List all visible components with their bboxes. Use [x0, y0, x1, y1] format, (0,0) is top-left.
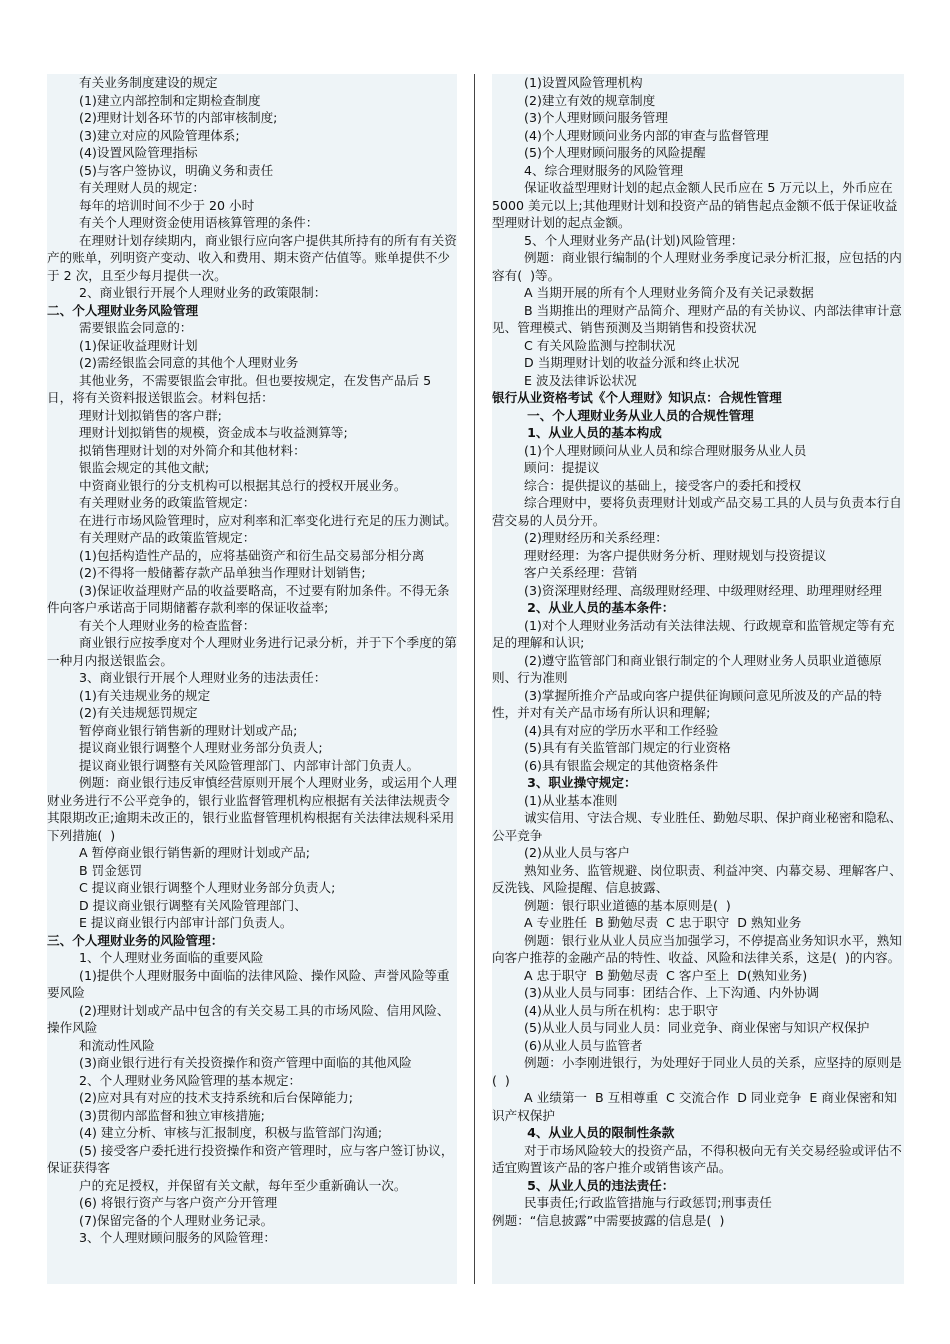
text-line: 民事责任;行政监管措施与行政惩罚;刑事责任 [492, 1195, 772, 1210]
text-line: (7)保留完备的个人理财业务记录。 [47, 1212, 274, 1228]
column-divider [474, 74, 475, 1284]
text-line: 有关理财业务的政策监管规定： [47, 495, 256, 510]
text-line: 暂停商业银行销售新的理财计划或产品; [47, 722, 298, 738]
text-line: 商业银行应按季度对个人理财业务进行记录分析，并于下个季度的第一种月内报送银监会。 [47, 635, 457, 668]
text-line: (5)具有有关监管部门规定的行业资格 [492, 740, 731, 755]
text-line: A 当期开展的所有个人理财业务简介及有关记录数据 [492, 285, 814, 300]
text-line: A 专业胜任 B 勤勉尽责 C 忠于职守 D 熟知业务 [492, 915, 802, 930]
right-column [492, 74, 904, 1284]
text-line: (4)具有对应的学历水平和工作经验 [492, 722, 719, 738]
text-line: 例题：商业银行违反审慎经营原则开展个人理财业务，或运用个人理财业务进行不公平竞争的，银行业监督管理机构应根据有关法律法规责令其限期改正;逾期未改正的，银行业监督管理机构根据有关法律法规科采用下列措施( ) [47, 775, 457, 843]
text-line: 理财计划拟销售的规模，资金成本与收益测算等; [47, 425, 348, 440]
text-line: 户的充足授权，并保留有关文献，每年至少重新确认一次。 [47, 1177, 407, 1193]
text-line: (1)提供个人理财服务中面临的法律风险、操作风险、声誉风险等重要风险 [47, 967, 450, 1000]
text-line: (2)需经银监会同意的其他个人理财业务 [47, 355, 299, 370]
text-line: E 波及法律诉讼状况 [492, 372, 637, 388]
text-line: (3)建立对应的风险管理体系; [47, 127, 240, 143]
text-line: 有关个人理财业务的检查监督： [47, 617, 256, 633]
text-line: B 当期推出的理财产品简介、理财产品的有关协议、内部法律审计意见、管理模式、销售预测及当期销售和投资状况 [492, 302, 902, 335]
text-line: (5)个人理财顾问服务的风险提醒 [492, 145, 706, 160]
text-line: (5) 接受客户委托进行投资操作和资产管理时，应与客户签订协议，保证获得客 [47, 1142, 454, 1175]
text-line: C 提议商业银行调整个人理财业务部分负责人; [47, 880, 336, 895]
text-line: (6)从业人员与监管者 [492, 1037, 643, 1053]
section-heading: 三、个人理财业务的风险管理： [47, 932, 224, 948]
text-line: (1)对个人理财业务活动有关法律法规、行政规章和监管规定等有充足的理解和认识; [492, 617, 895, 650]
text-line: (2)理财计划或产品中包含的有关交易工具的市场风险、信用风险、操作风险 [47, 1002, 450, 1035]
text-line: (1)有关违规业务的规定 [47, 687, 211, 703]
text-line: 对于市场风险较大的投资产品，不得积极向无有关交易经验或评估不适宜购置该产品的客户推介或销售该产品。 [492, 1142, 902, 1175]
text-line: (1)从业基本准则 [492, 792, 618, 808]
text-line: (2)建立有效的规章制度 [492, 92, 656, 108]
text-line: (2)理财计划各环节的内部审核制度; [47, 110, 278, 125]
section-heading: 3、职业操守规定： [492, 775, 637, 790]
text-line: 1、个人理财业务面临的重要风险 [47, 950, 264, 965]
text-line: 综合：提供提议的基础上，接受客户的委托和授权 [492, 477, 802, 493]
section-heading: 5、从业人员的违法责任： [492, 1177, 675, 1193]
text-line: (4)从业人员与所在机构：忠于职守 [492, 1002, 719, 1018]
text-line: (3)商业银行进行有关投资操作和资产管理中面临的其他风险 [47, 1055, 412, 1070]
text-line: 有关理财产品的政策监管规定： [47, 530, 256, 545]
text-line: 例题：小李刚进银行，为处理好于同业人员的关系，应坚持的原则是( ) [492, 1055, 902, 1088]
text-line: (2)不得将一般储蓄存款产品单独当作理财计划销售; [47, 565, 366, 580]
text-line: 拟销售理财计划的对外简介和其他材料： [47, 442, 306, 458]
text-line: (2)遵守监管部门和商业银行制定的个人理财业务人员职业道德原则、行为准则 [492, 652, 882, 685]
text-line: (6)具有银监会规定的其他资格条件 [492, 757, 719, 773]
text-line: 在进行市场风险管理时，应对利率和汇率变化进行充足的压力测试。 [47, 512, 457, 528]
section-heading: 一、个人理财业务从业人员的合规性管理 [492, 407, 754, 423]
text-line: (3)从业人员与同事：团结合作、上下沟通、内外协调 [492, 985, 819, 1000]
text-line: 中资商业银行的分支机构可以根据其总行的授权开展业务。 [47, 477, 407, 493]
text-line: 理财计划拟销售的客户群; [47, 407, 222, 423]
text-line: (2)从业人员与客户 [492, 845, 631, 860]
text-line: 熟知业务、监管规避、岗位职责、利益冲突、内幕交易、理解客户、反洗钱、风险提醒、信息披露、 [492, 862, 902, 895]
text-line: (6) 将银行资产与客户资产分开管理 [47, 1195, 278, 1210]
text-line: 银监会规定的其他文献; [47, 460, 210, 475]
text-line: 在理财计划存续期内，商业银行应向客户提供其所持有的所有有关资产的账单，列明资产变动、收入和费用、期末资产估值等。账单提供不少于 2 次，且至少每月提供一次。 [47, 232, 457, 283]
text-line: A 忠于职守 B 勤勉尽责 C 客户至上 D(熟知业务) [492, 967, 808, 983]
text-line: 2、个人理财业务风险管理的基本规定： [47, 1072, 302, 1088]
text-line: (3)贯彻内部监督和独立审核措施; [47, 1107, 265, 1123]
text-line: 保证收益型理财计划的起点金额人民币应在 5 万元以上，外币应在 5000 美元以上;其他理财计划和投资产品的销售起点金额不低于保证收益型理财计划的起点金额。 [492, 180, 898, 230]
text-line: 理财经理：为客户提供财务分析、理财规划与投资提议 [492, 547, 827, 563]
text-line: 3、个人理财顾问服务的风险管理： [47, 1230, 276, 1245]
text-line: 有关业务制度建设的规定 [47, 75, 218, 90]
text-line: 5、个人理财业务产品(计划)风险管理： [492, 232, 744, 248]
text-line: 3、商业银行开展个人理财业务的违法责任： [47, 670, 327, 685]
text-line: (1)设置风险管理机构 [492, 75, 643, 90]
text-line: 每年的培训时间不少于 20 小时 [47, 197, 255, 213]
text-line: 2、商业银行开展个人理财业务的政策限制： [47, 285, 327, 300]
text-line: (4)个人理财顾问业务内部的审查与监督管理 [492, 127, 769, 143]
text-line: A 暂停商业银行销售新的理财计划或产品; [47, 845, 310, 860]
left-column [47, 74, 457, 1284]
text-line: 例题：商业银行编制的个人理财业务季度记录分析汇报，应包括的内容有( )等。 [492, 250, 902, 283]
text-line: A 业绩第一 B 互相尊重 C 交流合作 D 同业竞争 E 商业保密和知识产权保护 [492, 1090, 897, 1123]
text-line: C 有关风险监测与控制状况 [492, 337, 676, 353]
text-line: D 提议商业银行调整有关风险管理部门、 [47, 897, 307, 913]
text-line: (1)个人理财顾问从业人员和综合理财服务从业人员 [492, 442, 807, 458]
text-line: (1)保证收益理财计划 [47, 337, 198, 353]
text-line: 有关个人理财资金使用语核算管理的条件： [47, 215, 319, 230]
text-line: (2)理财经历和关系经理： [492, 530, 668, 545]
text-line: 诚实信用、守法合规、专业胜任、勤勉尽职、保护商业秘密和隐私、公平竞争 [492, 810, 902, 843]
text-line: 综合理财中，要将负责理财计划或产品交易工具的人员与负责本行自营交易的人员分开。 [492, 495, 902, 528]
section-heading: 4、从业人员的限制性条款 [492, 1125, 675, 1140]
text-line: 需要银监会同意的： [47, 320, 193, 335]
text-line: 顾问：提提议 [492, 460, 600, 475]
text-line: (3)个人理财顾问服务管理 [492, 110, 668, 125]
text-line: (1)建立内部控制和定期检查制度 [47, 92, 261, 108]
text-line: (1)包括构造性产品的，应将基础资产和衍生品交易部分相分离 [47, 547, 425, 563]
text-line: (5)与客户签协议，明确义务和责任 [47, 162, 274, 178]
section-heading: 2、从业人员的基本条件： [492, 600, 675, 615]
section-heading: 1、从业人员的基本构成 [492, 425, 662, 440]
text-line: (3)保证收益理财产品的收益要略高，不过要有附加条件。不得无条件向客户承诺高于同期储蓄存款利率的保证收益率; [47, 582, 450, 615]
text-line: (4) 建立分析、审核与汇报制度，积极与监管部门沟通; [47, 1125, 383, 1140]
text-line: B 罚金惩罚 [47, 862, 143, 878]
section-heading: 银行从业资格考试《个人理财》知识点：合规性管理 [492, 390, 782, 405]
text-line: 提议商业银行调整有关风险管理部门、内部审计部门负责人。 [47, 757, 420, 773]
text-line: 4、综合理财服务的风险管理 [492, 162, 684, 178]
text-line: (4)设置风险管理指标 [47, 145, 198, 160]
text-line: 例题：“信息披露”中需要披露的信息是( ) [492, 1212, 725, 1228]
text-line: 提议商业银行调整个人理财业务部分负责人; [47, 740, 323, 755]
text-line: (2)应对具有对应的技术支持系统和后台保障能力; [47, 1090, 353, 1105]
text-line: E 提议商业银行内部审计部门负责人。 [47, 915, 293, 930]
section-heading: 二、个人理财业务风险管理 [47, 302, 199, 318]
text-line: 和流动性风险 [47, 1037, 155, 1053]
text-line: 客户关系经理：营销 [492, 565, 638, 580]
text-line: 其他业务，不需要银监会审批。但也要按规定，在发售产品后 5 日，将有关资料报送银监会。材料包括： [47, 372, 436, 405]
text-line: D 当期理财计划的收益分派和终止状况 [492, 355, 740, 370]
text-line: (3)资深理财经理、高级理财经理、中级理财经理、助理理财经理 [492, 582, 882, 598]
text-line: 例题：银行职业道德的基本原则是( ) [492, 897, 731, 913]
text-line: (3)掌握所推介产品或向客户提供征询顾问意见所波及的产品的特性，并对有关产品市场有所认识和理解; [492, 687, 882, 720]
text-line: (5)从业人员与同业人员：同业竞争、商业保密与知识产权保护 [492, 1020, 870, 1035]
text-line: (2)有关违规惩罚规定 [47, 705, 198, 720]
text-line: 有关理财人员的规定： [47, 180, 205, 195]
text-line: 例题：银行业从业人员应当加强学习，不停提高业务知识水平，熟知向客户推荐的金融产品的特性、收益、风险和法律关系，这是( )的内容。 [492, 932, 902, 965]
